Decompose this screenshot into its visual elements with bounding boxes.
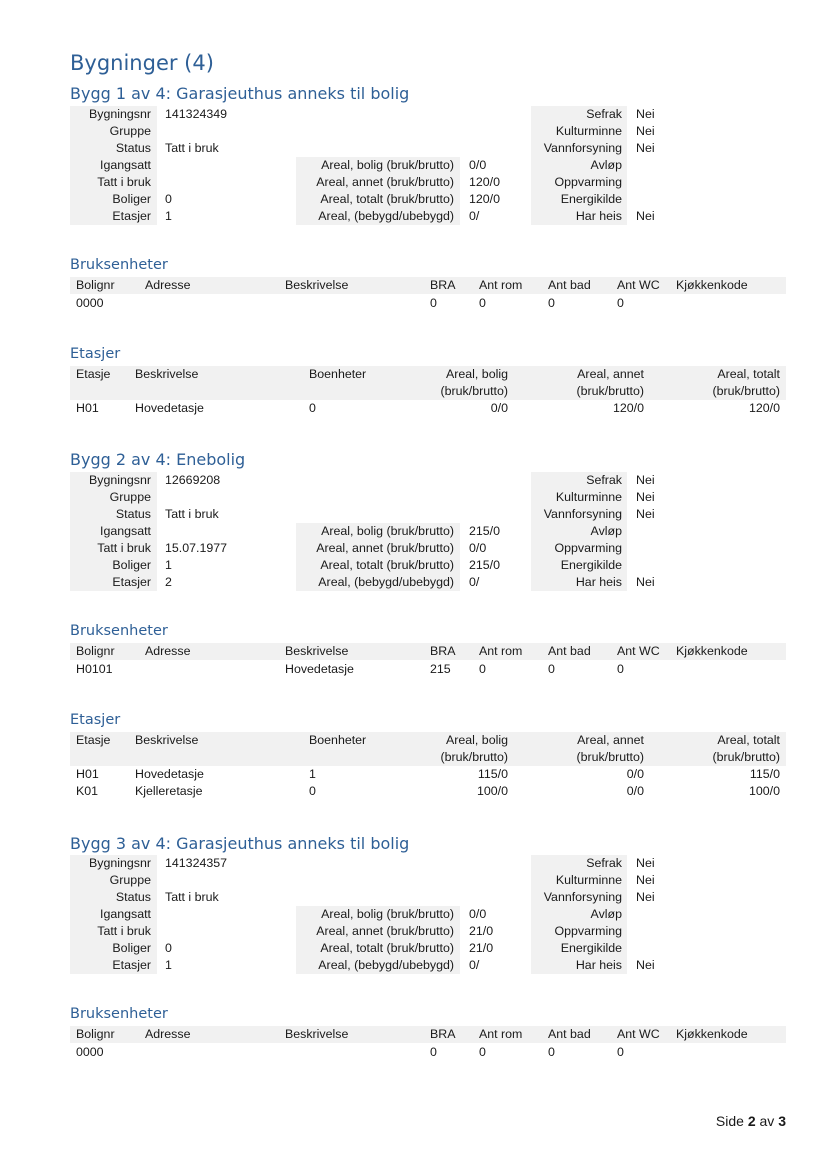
info-label: Etasjer [112,958,151,972]
column-header: Beskrivelse [285,1027,349,1041]
area-value: 0/ [469,958,480,972]
column-header: Ant rom [479,278,523,292]
info-value: Nei [636,107,655,121]
column-header: Ant bad [548,644,591,658]
building-info-block [70,472,786,591]
table-cell: 115/0 [749,767,780,781]
area-value: 0/0 [469,158,487,172]
column-header: BRA [430,278,456,292]
info-label: Etasjer [112,575,151,589]
info-value: 2 [165,575,172,589]
column-header: (bruk/brutto) [440,384,508,398]
info-label: Oppvarming [554,924,622,938]
info-label: Kulturminne [555,873,622,887]
column-header: Areal, bolig [446,733,508,747]
area-label: Areal, (bebygd/ubebygd) [318,575,454,589]
table-cell: 0/0 [490,401,508,415]
column-header: Adresse [145,644,191,658]
info-label: Oppvarming [554,541,622,555]
info-value: 0 [165,192,172,206]
info-label: Oppvarming [554,175,622,189]
info-label: Bygningsnr [89,107,151,121]
column-header: Kjøkkenkode [676,1027,748,1041]
table-row [70,295,786,312]
area-label: Areal, annet (bruk/brutto) [316,541,454,555]
info-label: Igangsatt [100,524,151,538]
column-header: (bruk/brutto) [712,750,780,764]
info-label: Vannforsyning [543,141,622,155]
column-header: (bruk/brutto) [576,384,644,398]
table-cell: 215 [430,662,451,676]
column-header: Adresse [145,278,191,292]
area-label: Areal, annet (bruk/brutto) [316,924,454,938]
footer-sep: av [759,1113,775,1129]
area-value: 120/0 [469,192,501,206]
bruksenheter-heading: Bruksenheter [70,1006,168,1022]
info-label: Har heis [575,958,622,972]
column-header: Ant WC [617,644,660,658]
column-header: Ant bad [548,278,591,292]
column-header: BRA [430,644,456,658]
bruksenheter-table-header [70,643,786,660]
column-header: Etasje [76,367,111,381]
table-cell: 0/0 [626,784,644,798]
column-header: Ant rom [479,644,523,658]
table-cell: 0 [430,296,437,310]
column-header: (bruk/brutto) [712,384,780,398]
info-value: Nei [636,507,655,521]
table-row [70,400,786,417]
info-label: Igangsatt [100,907,151,921]
page-title: Bygninger (4) [70,51,214,75]
table-cell: 115/0 [477,767,508,781]
table-cell: H01 [76,767,99,781]
table-cell: 0 [479,296,486,310]
table-cell: 120/0 [748,401,780,415]
area-value: 21/0 [469,924,494,938]
table-cell: 100/0 [748,784,780,798]
info-value: Nei [636,575,655,589]
info-label: Gruppe [109,490,151,504]
info-value: Tatt i bruk [165,890,219,904]
info-label: Gruppe [109,124,151,138]
column-header: Boenheter [309,367,367,381]
info-label: Tatt i bruk [97,924,151,938]
info-value: Nei [636,141,655,155]
info-label: Status [115,507,151,521]
area-value: 0/ [469,575,480,589]
info-value: 1 [165,958,172,972]
column-header: Etasje [76,733,111,747]
area-value: 0/ [469,209,480,223]
info-label: Bygningsnr [89,473,151,487]
area-label: Areal, totalt (bruk/brutto) [320,558,454,572]
table-cell: 0000 [76,296,104,310]
info-value: 141324357 [165,856,228,870]
bruksenheter-heading: Bruksenheter [70,623,168,639]
info-value: Nei [636,890,655,904]
table-cell: 0 [617,1045,624,1059]
info-label: Energikilde [560,192,622,206]
etasjer-table-header [70,732,786,766]
column-header: Areal, totalt [717,367,780,381]
info-value: 141324349 [165,107,228,121]
info-value: Tatt i bruk [165,507,219,521]
page-footer [716,1113,786,1129]
area-value: 0/0 [469,907,487,921]
table-row [70,661,786,678]
footer-page-number: 2 [747,1113,756,1129]
building-info-block [70,855,786,974]
column-header: Areal, annet [577,733,644,747]
footer-prefix: Side [715,1113,744,1129]
area-value: 0/0 [469,541,487,555]
info-label: Vannforsyning [543,507,622,521]
column-header: Boenheter [309,733,367,747]
table-cell: H0101 [76,662,113,676]
info-label: Avløp [590,158,622,172]
column-header: Bolignr [76,278,115,292]
info-label: Har heis [575,209,622,223]
info-value: 12669208 [165,473,221,487]
info-label: Sefrak [586,473,622,487]
area-label: Areal, bolig (bruk/brutto) [321,524,454,538]
column-header: Beskrivelse [285,644,349,658]
info-value: Tatt i bruk [165,141,219,155]
info-label: Avløp [590,524,622,538]
column-header: Beskrivelse [135,733,199,747]
area-value: 215/0 [469,524,501,538]
building-info-block [70,106,786,225]
info-value: Nei [636,473,655,487]
info-label: Energikilde [560,941,622,955]
column-header: (bruk/brutto) [576,750,644,764]
area-value: 120/0 [469,175,501,189]
table-cell: 0 [309,401,316,415]
column-header: Kjøkkenkode [676,644,748,658]
table-cell: 0/0 [626,767,644,781]
info-value: Nei [636,124,655,138]
etasjer-heading: Etasjer [70,346,121,362]
table-cell: 0 [479,1045,486,1059]
etasjer-table-header [70,366,786,400]
info-value: Nei [636,958,655,972]
table-row [70,766,786,783]
info-label: Gruppe [109,873,151,887]
info-value: 1 [165,558,172,572]
area-label: Areal, annet (bruk/brutto) [316,175,454,189]
table-cell: 0 [548,296,555,310]
bruksenheter-table-header [70,277,786,294]
table-cell: K01 [76,784,99,798]
info-label: Boliger [112,192,151,206]
building-heading: Bygg 2 av 4: Enebolig [70,450,246,469]
info-label: Boliger [112,941,151,955]
info-label: Har heis [575,575,622,589]
table-cell: 120/0 [612,401,644,415]
table-cell: 0 [479,662,486,676]
table-cell: 0 [430,1045,437,1059]
info-value: 0 [165,941,172,955]
column-header: Areal, annet [577,367,644,381]
area-label: Areal, bolig (bruk/brutto) [321,907,454,921]
table-cell: 0 [548,662,555,676]
info-label: Kulturminne [555,124,622,138]
area-value: 215/0 [469,558,501,572]
column-header: Bolignr [76,644,115,658]
table-cell: 0 [309,784,316,798]
info-label: Tatt i bruk [97,175,151,189]
column-header: Ant bad [548,1027,591,1041]
info-label: Sefrak [586,856,622,870]
info-label: Tatt i bruk [97,541,151,555]
info-value: Nei [636,873,655,887]
info-value: 1 [165,209,172,223]
building-heading: Bygg 1 av 4: Garasjeuthus anneks til bolig [70,84,410,103]
bruksenheter-heading: Bruksenheter [70,257,168,273]
table-row [70,783,786,800]
area-label: Areal, totalt (bruk/brutto) [320,941,454,955]
area-label: Areal, (bebygd/ubebygd) [318,209,454,223]
column-header: Adresse [145,1027,191,1041]
info-label: Bygningsnr [89,856,151,870]
area-label: Areal, totalt (bruk/brutto) [320,192,454,206]
column-header: Ant WC [617,1027,660,1041]
info-label: Sefrak [586,107,622,121]
building-heading: Bygg 3 av 4: Garasjeuthus anneks til bolig [70,834,410,853]
info-label: Energikilde [560,558,622,572]
info-value: 15.07.1977 [165,541,228,555]
info-label: Kulturminne [555,490,622,504]
table-cell: Kjelleretasje [135,784,203,798]
table-cell: 0 [617,662,624,676]
footer-total-pages: 3 [778,1113,786,1129]
column-header: (bruk/brutto) [440,750,508,764]
table-cell: 0 [548,1045,555,1059]
column-header: Ant WC [617,278,660,292]
info-label: Status [115,141,151,155]
column-header: Areal, totalt [717,733,780,747]
etasjer-heading: Etasjer [70,712,121,728]
info-label: Avløp [590,907,622,921]
table-cell: 0000 [76,1045,104,1059]
column-header: BRA [430,1027,456,1041]
column-header: Beskrivelse [285,278,349,292]
info-value: Nei [636,856,655,870]
column-header: Beskrivelse [135,367,199,381]
info-label: Igangsatt [100,158,151,172]
table-cell: 1 [309,767,316,781]
table-cell: Hovedetasje [135,401,204,415]
info-label: Etasjer [112,209,151,223]
table-row [70,1044,786,1061]
bruksenheter-table-header [70,1026,786,1043]
column-header: Ant rom [479,1027,523,1041]
table-cell: H01 [76,401,99,415]
area-label: Areal, (bebygd/ubebygd) [318,958,454,972]
info-value: Nei [636,209,655,223]
table-cell: 100/0 [476,784,508,798]
table-cell: Hovedetasje [285,662,354,676]
info-value: Nei [636,490,655,504]
column-header: Bolignr [76,1027,115,1041]
column-header: Kjøkkenkode [676,278,748,292]
table-cell: Hovedetasje [135,767,204,781]
column-header: Areal, bolig [446,367,508,381]
info-label: Vannforsyning [543,890,622,904]
table-cell: 0 [617,296,624,310]
info-label: Boliger [112,558,151,572]
info-label: Status [115,890,151,904]
area-value: 21/0 [469,941,494,955]
area-label: Areal, bolig (bruk/brutto) [321,158,454,172]
